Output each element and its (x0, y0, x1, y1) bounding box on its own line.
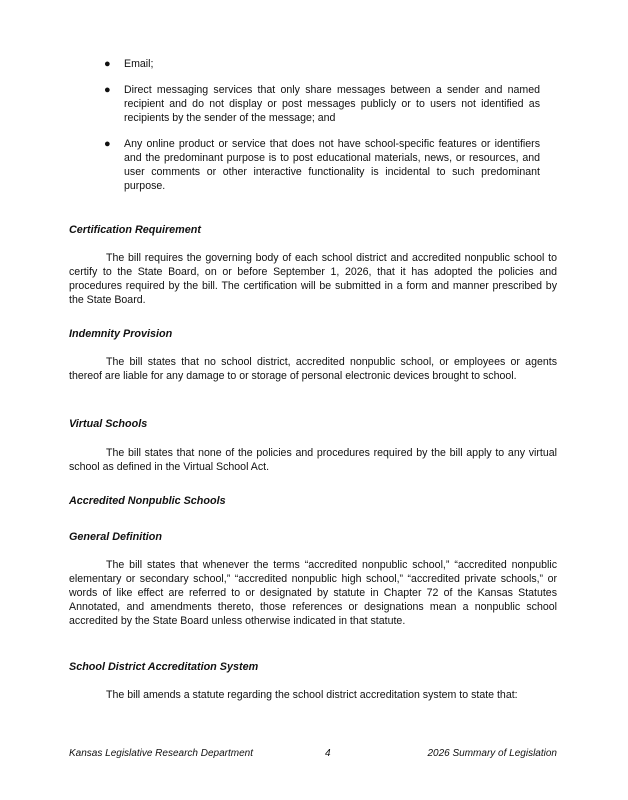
list-item (104, 57, 540, 71)
footer-page-number: 4 (325, 748, 331, 759)
subheading-accreditation-system: School District Accreditation System (69, 661, 259, 673)
list-item (104, 137, 540, 193)
section-heading-nonpublic-schools: Accredited Nonpublic Schools (69, 495, 226, 507)
bullet-icon: ● (104, 138, 111, 150)
general-definition-paragraph: The bill states that whenever the terms “accredited nonpublic school,” “accredited nonpublic elementary or secondary school,” “accredited nonpublic high school,” “accredited private schools,” or words of like effect are referred to or designated by statute in Chapter 72 of the Kansas Statutes Annotated, and amendments thereto, those references or designations mean a nonpublic school accredited by the State Board unless otherwise indicated in that statute. (69, 559, 557, 627)
bullet-icon: ● (104, 58, 111, 70)
bullet-text: Any online product or service that does not have school-specific features or identifiers and the predominant purpose is to post educational materials, news, or resources, and user comments or other interactive functionality is incidental to such predominant purpose. (124, 138, 540, 192)
bullet-text: Direct messaging services that only share messages between a sender and named recipient and do not display or post messages publicly or to users not identified as recipients by the sender of the message; and (124, 84, 540, 124)
bullet-list (104, 57, 540, 205)
footer-department: Kansas Legislative Research Department (69, 748, 253, 759)
accreditation-system-paragraph: The bill amends a statute regarding the school district accreditation system to state that: (106, 689, 518, 701)
certification-paragraph: The bill requires the governing body of each school district and accredited nonpublic school to certify to the State Board, on or before September 1, 2026, that it has adopted the policies and procedures required by the bill. The certification will be submitted in a form and manner prescribed by the State Board. (69, 252, 557, 306)
section-heading-virtual-schools: Virtual Schools (69, 418, 148, 430)
indemnity-paragraph: The bill states that no school district, accredited nonpublic school, or employees or agents thereof are liable for any damage to or storage of personal electronic devices brought to school. (69, 356, 557, 382)
subheading-general-definition: General Definition (69, 531, 162, 543)
virtual-schools-paragraph: The bill states that none of the policies and procedures required by the bill apply to any virtual school as defined in the Virtual School Act. (69, 447, 557, 473)
bullet-icon: ● (104, 84, 111, 96)
list-item (104, 83, 540, 125)
section-heading-indemnity: Indemnity Provision (69, 328, 173, 340)
footer-publication: 2026 Summary of Legislation (427, 748, 557, 759)
bullet-text: Email; (124, 58, 154, 70)
section-heading-certification: Certification Requirement (69, 224, 201, 236)
